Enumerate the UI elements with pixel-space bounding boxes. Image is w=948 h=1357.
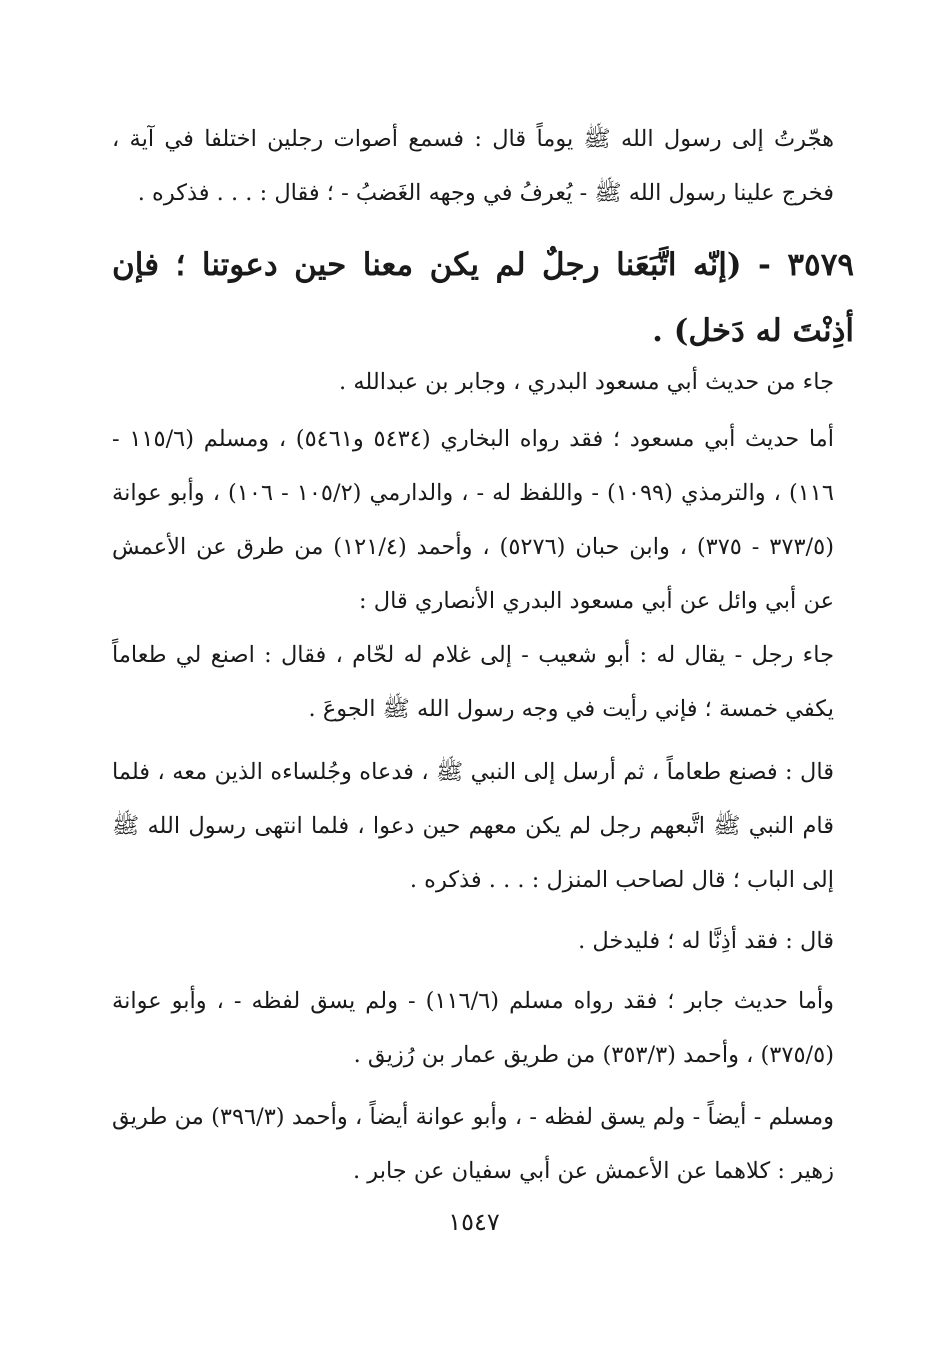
hadith-heading bbox=[112, 232, 854, 364]
final-paragraph bbox=[112, 1090, 854, 1198]
narrators-line bbox=[112, 355, 854, 409]
permission-line bbox=[112, 914, 854, 968]
jabir-paragraph bbox=[112, 974, 854, 1082]
abu-masud-paragraph-text: أما حديث أبي مسعود ؛ فقد رواه البخاري (٥٤٣٤ و٥٤٦١) ، ومسلم (١١٥/٦ - ١١٦) ، والترمذي (١٠٩٩) - واللفظ له - ، والدارمي (١٠٥/٢ - ١٠٦) ، وأبو عوانة (٣٧٣/٥ - ٣٧٥) ، وابن حبان (٥٢٧٦) ، وأحمد (١٢١/٤) من طرق عن الأعمش عن أبي وائل عن أبي مسعود البدري الأنصاري قال : bbox=[112, 426, 834, 614]
hadith-text: - (إنّه اتَّبَعَنا رجلٌ لم يكن معنا حين دعوتنا ؛ فإن أذِنْتَ له دَخل) . bbox=[112, 247, 854, 349]
narrators-line-text: جاء من حديث أبي مسعود البدري ، وجابر بن عبدالله . bbox=[339, 369, 834, 395]
story-paragraph bbox=[112, 628, 854, 736]
invitation-paragraph bbox=[112, 745, 854, 907]
story-paragraph-text: جاء رجل - يقال له : أبو شعيب - إلى غلام له لحّام ، فقال : اصنع لي طعاماً يكفي خمسة ؛ فإني رأيت في وجه رسول الله ﷺ الجوعَ . bbox=[112, 642, 834, 722]
intro-paragraph-text: هجّرتُ إلى رسول الله ﷺ يوماً قال : فسمع أصوات رجلين اختلفا في آية ، فخرج علينا رسول الله ﷺ - يُعرفُ في وجهه الغَضبُ - ؛ فقال : . . . فذكره . bbox=[112, 126, 834, 206]
final-paragraph-text: ومسلم - أيضاً - ولم يسق لفظه - ، وأبو عوانة أيضاً ، وأحمد (٣٩٦/٣) من طريق زهير : كلاهما عن الأعمش عن أبي سفيان عن جابر . bbox=[112, 1104, 834, 1184]
page-number: ١٥٤٧ bbox=[448, 1208, 500, 1236]
hadith-number: ٣٥٧٩ bbox=[787, 247, 854, 283]
invitation-paragraph-text: قال : فصنع طعاماً ، ثم أرسل إلى النبي ﷺ ، فدعاه وجُلساءه الذين معه ، فلما قام النبي ﷺ اتَّبعهم رجل لم يكن معهم حين دعوا ، فلما انتهى رسول الله ﷺ إلى الباب ؛ قال لصاحب المنزل : . . . فذكره . bbox=[112, 759, 834, 893]
permission-line-text: قال : فقد أذِنَّا له ؛ فليدخل . bbox=[578, 928, 834, 954]
abu-masud-paragraph bbox=[112, 412, 854, 628]
intro-paragraph bbox=[112, 112, 854, 220]
jabir-paragraph-text: وأما حديث جابر ؛ فقد رواه مسلم (١١٦/٦) - ولم يسق لفظه - ، وأبو عوانة (٣٧٥/٥) ، وأحمد (٣٥٣/٣) من طريق عمار بن رُزيق . bbox=[112, 988, 834, 1068]
